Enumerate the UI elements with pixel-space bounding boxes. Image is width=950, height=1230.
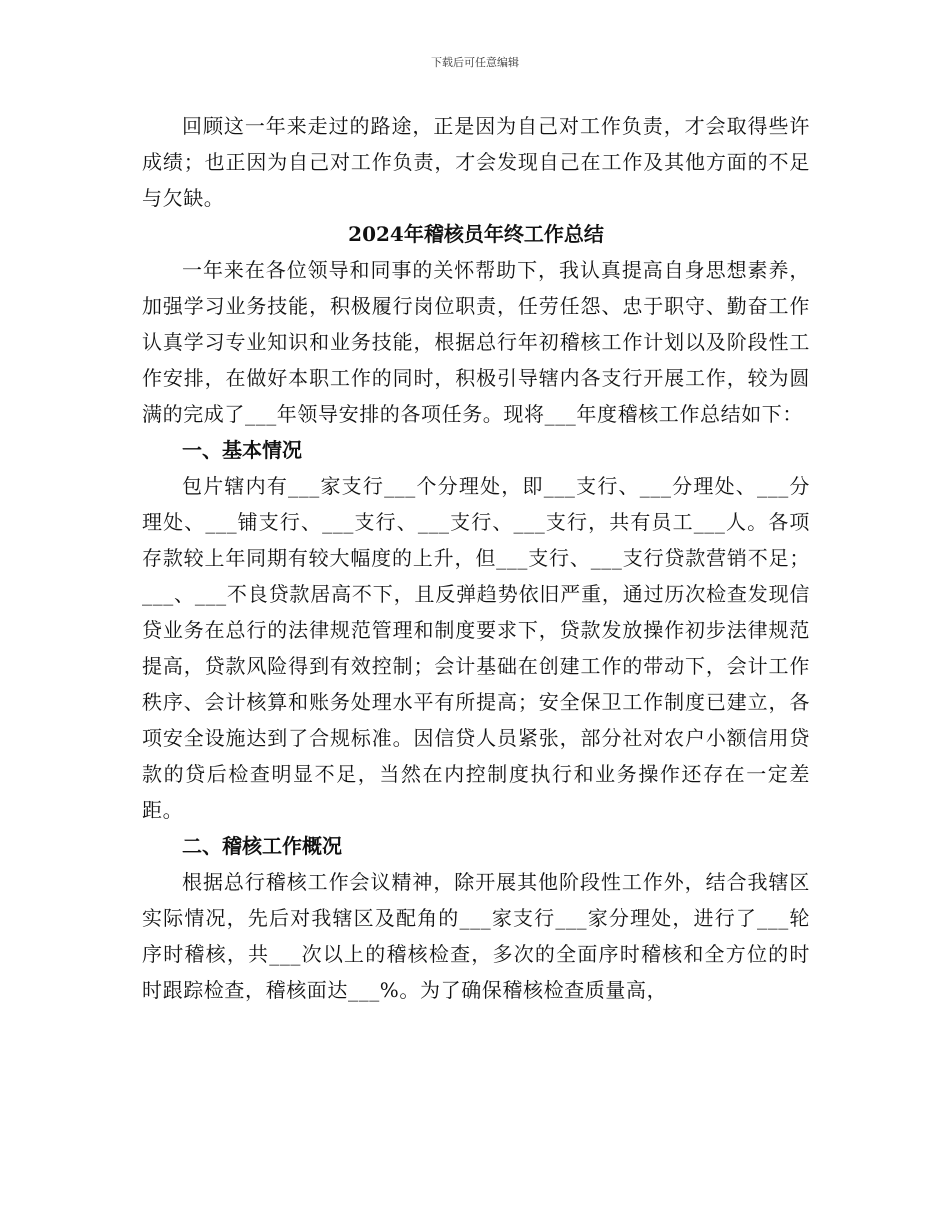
document-title: 2024年稽核员年终工作总结 [348,222,604,246]
opening-paragraph: 一年来在各位领导和同事的关怀帮助下，我认真提高自身思想素养，加强学习业务技能，积极履行岗位职责，任劳任怨、忠于职守、勤奋工作认真学习专业知识和业务技能，根据总行年初稽核工作计划以及阶段性工作安排，在做好本职工作的同时，积极引导辖内各支行开展工作，较为圆满的完成了___年领导安排的各项任务。现将___年度稽核工作总结如下： [142,258,810,426]
audit-overview-paragraph: 根据总行稽核工作会议精神，除开展其他阶段性工作外，结合我辖区实际情况，先后对我辖区及配角的___家支行___家分理处，进行了___轮序时稽核，共___次以上的稽核检查，多次的全面序时稽核和全方位的时时跟踪检查，稽核面达___%。为了确保稽核检查质量高， [142,870,810,1002]
document-body [142,108,810,1008]
section-heading-basic-situation: 一、基本情况 [182,438,302,462]
basic-situation-paragraph: 包片辖内有___家支行___个分理处，即___支行、___分理处、___分理处、___铺支行、___支行、___支行、___支行，共有员工___人。各项存款较上年同期有较大幅度的上升，但___支行、___支行贷款营销不足；___、___不良贷款居高不下，且反弹趋势依旧严重，通过历次检查发现信贷业务在总行的法律规范管理和制度要求下，贷款发放操作初步法律规范提高，贷款风险得到有效控制；会计基础在创建工作的带动下，会计工作秩序、会计核算和账务处理水平有所提高；安全保卫工作制度已建立，各项安全设施达到了合规标准。因信贷人员紧张，部分社对农户小额信用贷款的贷后检查明显不足，当然在内控制度执行和业务操作还存在一定差距。 [142,474,810,822]
intro-paragraph: 回顾这一年来走过的路途，正是因为自己对工作负责，才会取得些许成绩；也正因为自己对工作负责，才会发现自己在工作及其他方面的不足与欠缺。 [142,114,810,210]
section-heading-audit-overview: 二、稽核工作概况 [182,834,342,858]
header-note: 下载后可任意编辑 [431,56,519,69]
